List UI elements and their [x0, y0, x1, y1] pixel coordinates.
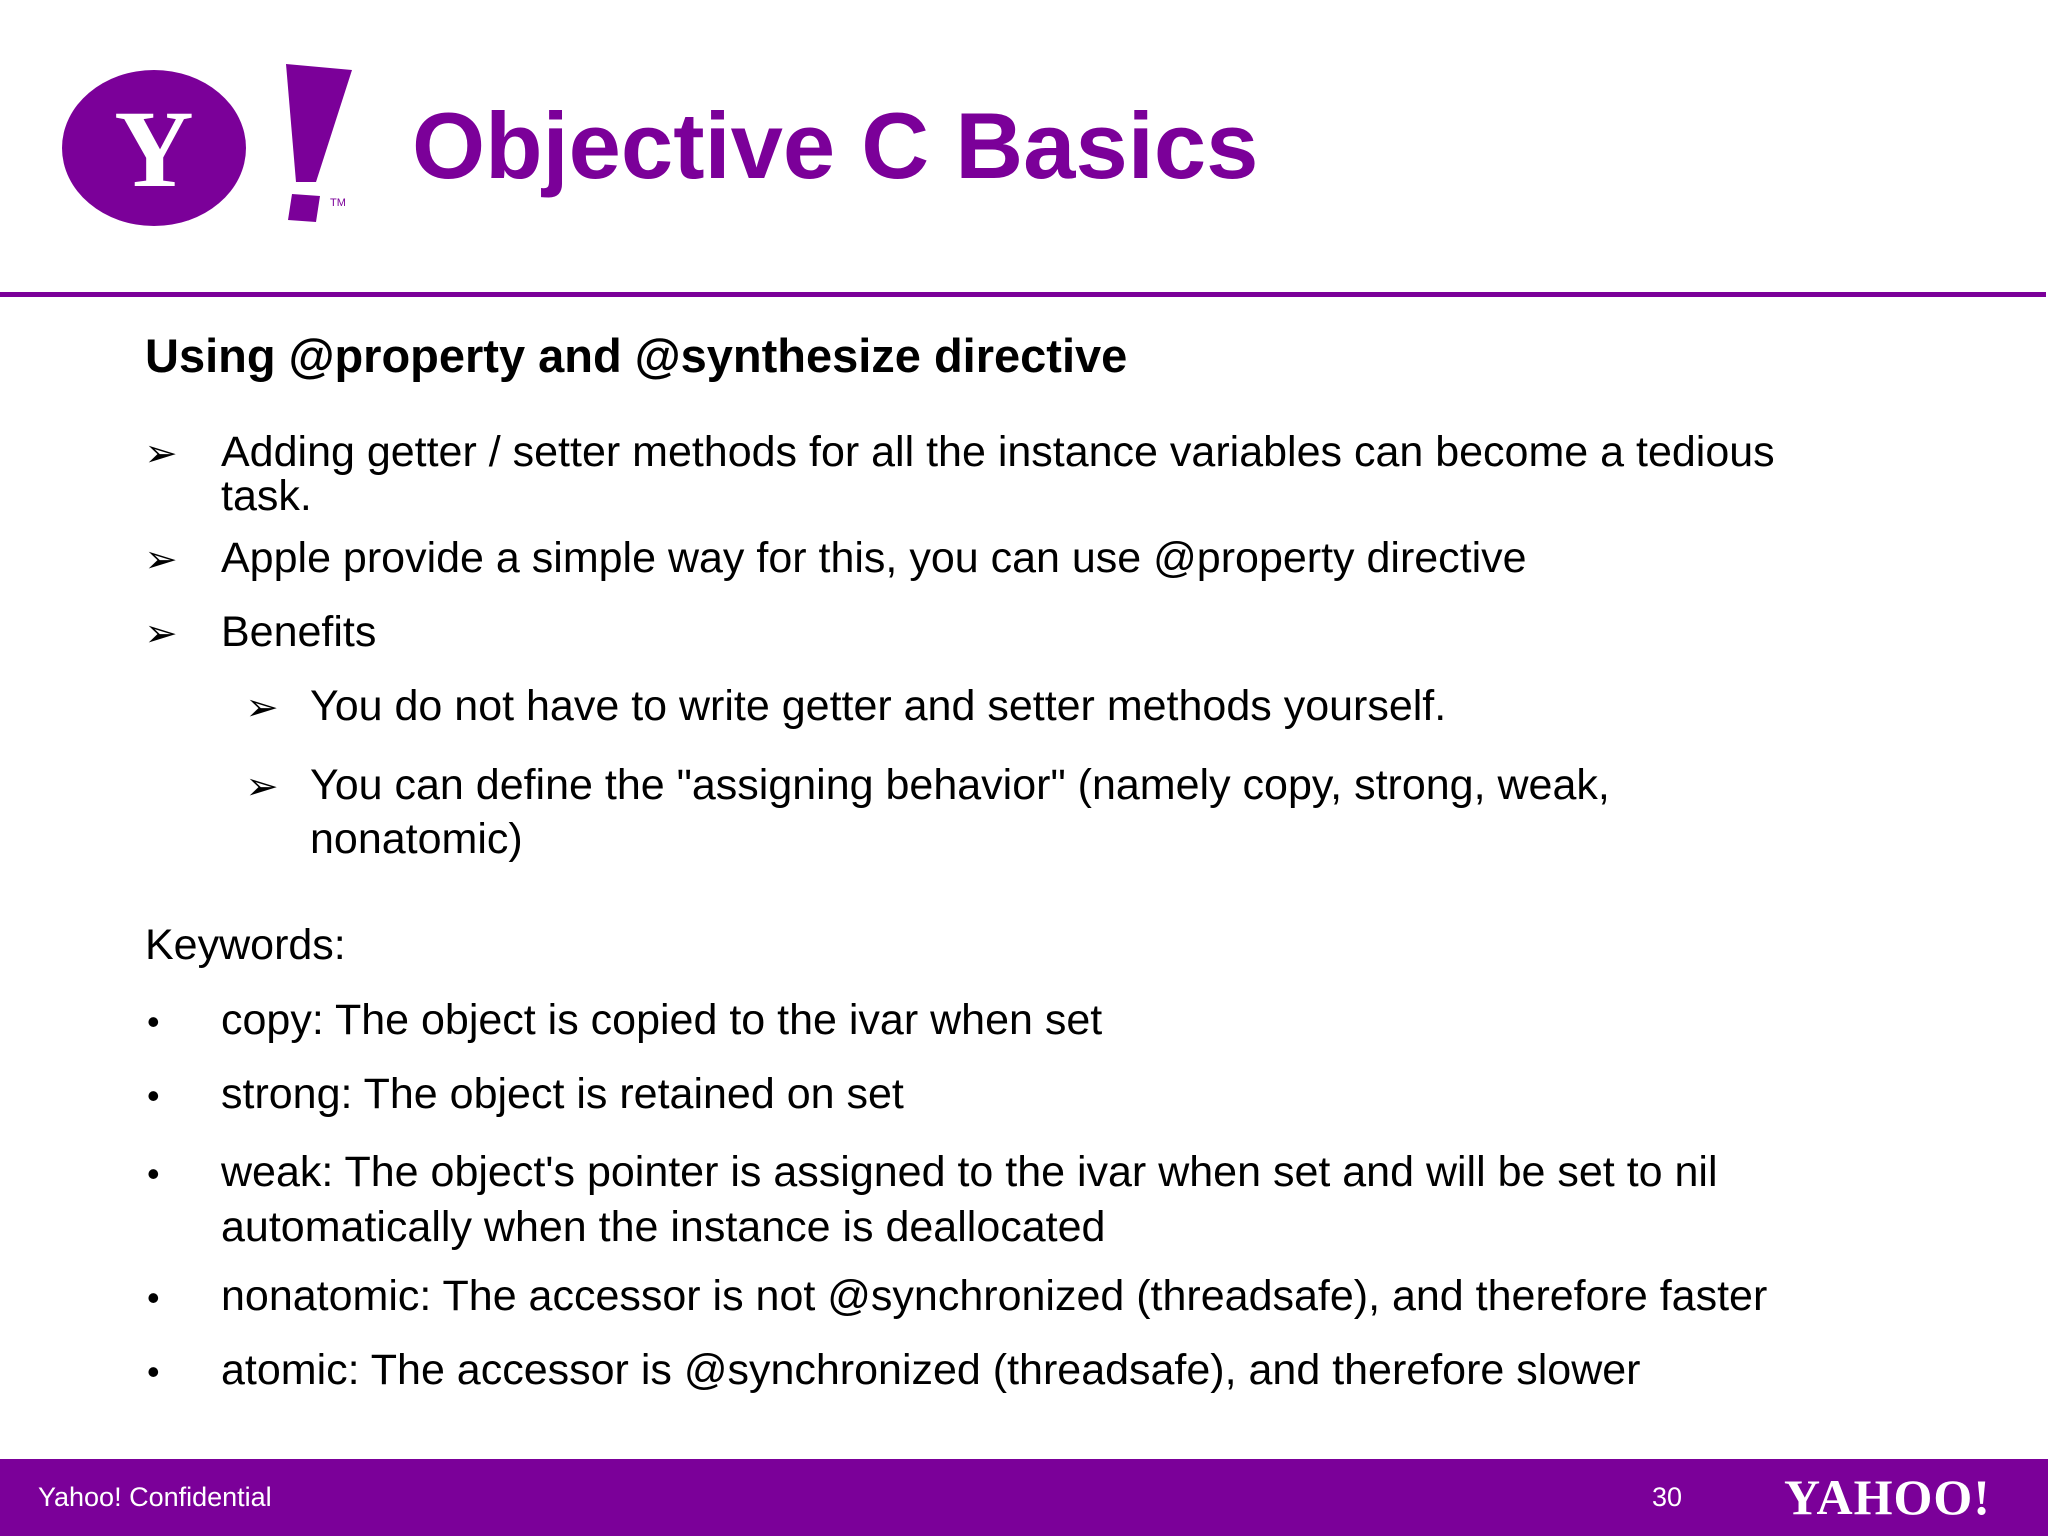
list-item-text: nonatomic: The accessor is not @synchronized (threadsafe), and therefore faster	[221, 1272, 1768, 1320]
arrow-bullet-icon: ➢	[144, 433, 178, 475]
list-item-text: copy: The object is copied to the ivar when set	[221, 996, 1103, 1044]
list-item-text: Adding getter / setter methods for all the instance variables can become a tedious	[221, 428, 1775, 476]
page-title: Objective C Basics	[412, 93, 1259, 198]
keywords-label: Keywords:	[145, 921, 346, 969]
list-item	[147, 996, 1103, 1044]
bullet-dot-icon: •	[147, 1075, 160, 1116]
footer-bar	[0, 1459, 2048, 1536]
yahoo-wordmark-icon: YAHOO!	[1784, 1469, 1991, 1525]
list-item-text: atomic: The accessor is @synchronized (threadsafe), and therefore slower	[221, 1346, 1641, 1394]
arrow-bullet-icon: ➢	[245, 766, 279, 808]
arrow-bullet-icon: ➢	[144, 613, 178, 655]
list-item-text: weak: The object's pointer is assigned to the ivar when set and will be set to nil	[221, 1148, 1718, 1196]
list-item	[147, 1346, 1641, 1394]
bullet-dot-icon: •	[147, 1001, 160, 1042]
arrow-bullet-icon: ➢	[144, 539, 178, 581]
list-item-text: strong: The object is retained on set	[221, 1070, 904, 1118]
list-item	[144, 608, 377, 656]
list-item-text: Benefits	[221, 608, 377, 656]
list-item	[245, 758, 1610, 866]
logo-exclamation-bar	[286, 64, 352, 182]
title-divider	[0, 292, 2046, 297]
list-item-text: You do not have to write getter and setter methods yourself.	[310, 682, 1447, 730]
list-item-text: nonatomic)	[310, 815, 523, 863]
yahoo-logo-icon	[60, 58, 360, 238]
list-item	[144, 428, 1775, 520]
list-item-text: Apple provide a simple way for this, you can use @property directive	[221, 534, 1527, 582]
logo-trademark: TM	[330, 197, 346, 209]
bullet-dot-icon: •	[147, 1153, 160, 1194]
list-item	[245, 682, 1447, 730]
page-number: 30	[1652, 1482, 1683, 1512]
list-item-text: You can define the "assigning behavior" (namely copy, strong, weak,	[310, 761, 1610, 809]
list-item-text: task.	[221, 472, 312, 520]
slide-subtitle: Using @property and @synthesize directive	[145, 329, 1128, 382]
list-item	[144, 534, 1527, 582]
list-item	[147, 1272, 1768, 1320]
logo-letter: Y	[114, 88, 194, 210]
footer-confidential: Yahoo! Confidential	[38, 1482, 272, 1512]
list-item-text: automatically when the instance is deallocated	[221, 1203, 1106, 1251]
list-item	[147, 1070, 904, 1118]
list-item	[147, 1145, 1718, 1255]
logo-exclamation-dot	[288, 194, 320, 222]
bullet-dot-icon: •	[147, 1277, 160, 1318]
arrow-bullet-icon: ➢	[245, 687, 279, 729]
bullet-dot-icon: •	[147, 1351, 160, 1392]
